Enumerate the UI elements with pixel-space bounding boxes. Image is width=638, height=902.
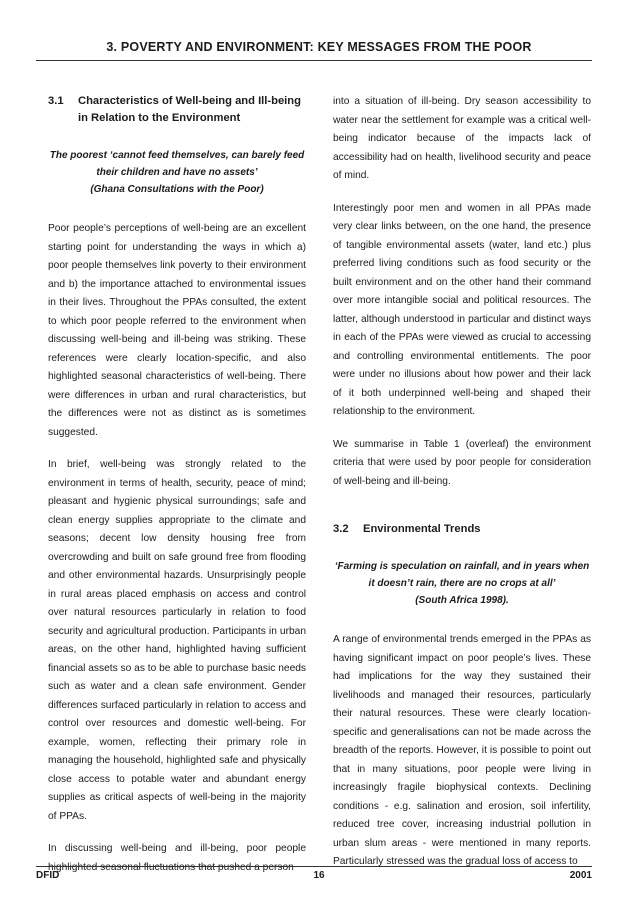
section-number: 3.1 [48, 95, 64, 107]
section-title: Environmental Trends [363, 523, 481, 535]
pull-quote [48, 147, 306, 198]
left-column [48, 93, 306, 891]
header-divider [36, 60, 592, 61]
body-paragraph: A range of environmental trends emerged in the PPAs as having significant impact on poor people’s lives. These had implications for the way they sustained their livelihoods and managed their resources, particularly their natural resources. These were clearly location-specific and generalisations can not be made across the breadth of the reports. However, it is possible to point out that in many situations, poor people were living in increasingly fragile biophysical contexts. Declining conditions - e.g. salination and erosion, soil infertility, reduced tree cover, increasing industrial pollution in urban slum areas - were mentioned in many reports. Particularly stressed was the gradual loss of access to [333, 634, 591, 867]
body-paragraph: In discussing well-being and ill-being, poor people highlighted seasonal fluctuations that pushed a person [48, 843, 306, 873]
right-column [333, 93, 591, 886]
section-title: Characteristics of Well-being and Ill-being in Relation to the Environment [78, 95, 301, 124]
section-3-1-heading [48, 93, 306, 127]
footer-publisher: DFID [36, 870, 60, 881]
footer-divider [36, 866, 592, 867]
body-paragraph: In brief, well-being was strongly related to the environment in terms of health, security, peace of mind; pleasant and hygienic physical surroundings; safe and clean energy supplies appropriate to the climate and seasons; decent low density housing free from overcrowding and built on safe ground free from flooding and other environmental hazards. Unsurprisingly people in rural areas placed emphasis on access and control over natural resources particularly in relation to food security and agricultural production. Participants in urban areas, on the other hand, highlighted having sufficient financial assets so as to be able to purchase basic needs such as water and a clean safe environment. Gender differences surfaced particularly in relation to access and control over resources and domestic well-being. For example, women, reflecting their primary role in managing the household, highlighted safe and physically close access to potable water and abundant energy supplies as critical aspects of well-being in the majority of PPAs. [48, 459, 306, 822]
quote-text: The poorest ‘cannot feed themselves, can barely feed their children and have no assets’ [49, 150, 305, 178]
quote-source: (South Africa 1998). [415, 595, 509, 606]
page-header-title: 3. POVERTY AND ENVIRONMENT: KEY MESSAGES FROM THE POOR [106, 40, 532, 54]
pull-quote [333, 558, 591, 609]
quote-source: (Ghana Consultations with the Poor) [90, 184, 264, 195]
section-3-2-heading [333, 521, 591, 538]
body-paragraph: Poor people’s perceptions of well-being are an excellent starting point for understanding the ways in which a) poor people themselves link poverty to their environment and b) the importance attached to environmental issues in their lives. Throughout the PPAs consulted, the extent to which poor people referred to the environment when discussing well-being and ill-being was striking. These references were clearly location-specific, and also highlighted seasonal characteristics of well-being. There were differences in urban and rural characteristics, but the differences were not as distinct as is sometimes suggested. [48, 223, 306, 438]
body-paragraph: into a situation of ill-being. Dry season accessibility to water near the settlement for example was a critical well-being indicator because of the impacts lack of accessibility had on health, livelihood security and peace of mind. [333, 96, 591, 181]
section-number: 3.2 [333, 523, 349, 535]
body-paragraph: We summarise in Table 1 (overleaf) the environment criteria that were used by poor people for consideration of well-being and ill-being. [333, 438, 591, 487]
quote-text: ‘Farming is speculation on rainfall, and in years when it doesn’t rain, there are no crops at all’ [334, 561, 590, 589]
body-paragraph: Interestingly poor men and women in all PPAs made very clear links between, on the one hand, the presence of tangible environmental assets (water, land etc.) plus preferred living conditions such as food security or the built environment and on the other hand their command over more intangible social and political resources. The latter, although understood in particular and distinct ways in each of the PPAs were viewed as crucial to accessing and controlling environmental entitlements. The poor were under no illusions about how power and their lack of it both underpinned well-being and shaped their relationship to the environment. [333, 202, 591, 417]
footer-year: 2001 [569, 870, 592, 881]
page-number: 16 [313, 870, 325, 881]
